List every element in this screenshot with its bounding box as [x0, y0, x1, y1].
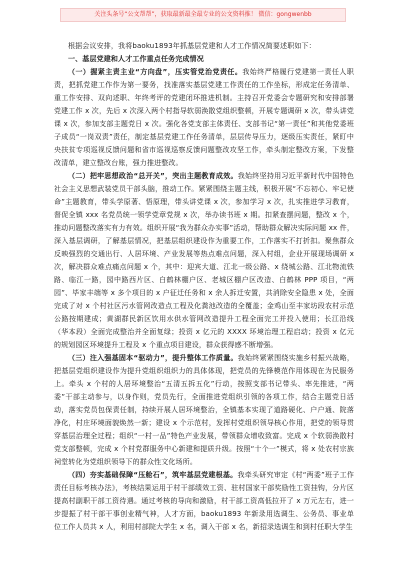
paragraph-3-body: 我始终紧紧围绕实施乡村振兴战略，把基层党组织建设作为提升党组织组织力的具体体现，把党员的先锋模范作用体现在为民服务上。牵头 x 个村的人居环境整治“五清五拆五化”行动，按照支部书记带头、率先推进，“两委”干部主动参与，以身作则，党员先行，全面推进党组织引领的各项工作，结合主题党日活动，落实党员包保责任制，持续开展人居环境整治，全镇基本实现了道路硬化、户户通、院落净化，村庄环境面貌焕然一新；建设 x 个示范村，发挥村党组织领导核心作用，把党的领导贯穿基层治理全过程；组织“一村一品”特色产业发展，带领群众增收致富。完成 x 个软弱涣散村党支部整顿，完成 x 个村党群服务中心新建和提质升级。按照“十个一”模式，将 x 处农村宗族祠堂转化为党组织领导下的群众性文化场所。 [54, 354, 354, 466]
paragraph-1-body: 我始终严格履行党建第一责任人职责，把抓党建工作作为第一要务，找准落实基层党建工作责任的工作坐标，形成定任务清单、重工作安排、双向述职、年终考评的党建闭环推进机制。主持召开党委会专题研究和安排部署党建工作 x 次，先后 x 次深入两个村指导软弱涣散党组织整顿，开展专题调研 x 次，带头讲党课 x 次，参加支部主题党日 x 次。强化各党支部主体责任、支部书记“第一责任”和其他党委班子成员“一岗双责”责任，制定基层党建工作任务清单，层层传导压力，逐级压实责任，紧盯中央扶贫专项巡视反馈问题和省市巡视巡察反馈问题整改攻坚工作，牵头制定整改方案，下发整改清单，建立整改台账，强力推进整改。 [54, 68, 354, 167]
paragraph-3-heading: （三）注入强基固本“驱动力”，提升整体工作质量。 [68, 354, 238, 362]
paragraph-2 [54, 170, 354, 352]
intro-paragraph: 根据会议安排，我将baoku1893年抓基层党建和人才工作情况简要述职如下： [68, 42, 316, 50]
paragraph-2-heading: （二）把牢思想政治“总开关”，突出主题教育成效。 [68, 172, 238, 180]
paragraph-1-heading: （一）握紧主责主业“方向盘”，压实管党治党责任。 [68, 68, 243, 76]
section-heading: 一、基层党建和人才工作重点任务完成情况 [68, 55, 204, 63]
paragraph-2-body: 我始终坚持用习近平新时代中国特色社会主义思想武装党员干部头脑，推动工作。紧紧围绕主题主线，积极开展“不忘初心、牢记使命”主题教育，带头学原著、悟原理，带头讲党课 x 次，参加学习 x 次，扎实推进学习教育，督促全镇 xxx 名党员统一领学党章党规 x 次，举办读书班 x 期。扣紧查摆问题，整改 x 个，推动问题整改落实有力有效。组织开展“我为群众办实事”活动，帮助群众解决实际问题 xx 件，深入基层调研，了解基层情况，把基层组织建设作为重要工作，工作落实不打折扣。聚焦群众反映强烈的交通出行、人居环境、产业发展等热点难点问题，深入村组，企业开展现场调研 x 次，解决群众难点痛点问题 x 个，其中：迎宾大道、江北一级公路、x 绕城公路、江北物流铁路、临江一路，园中路西片区、白鹤林棚户区、老城区棚户区改造、白鹤林 PPP 项目，“两园”、毕家丰端等 x 多个项目的 x 户征迁任务和 x 余人拆迁安置，共消除安全隐患 x 处，全面完成了对 x 个村社区污水管网改造点工程及化粪池改造的全覆盖；金鸡山至丰家坊段农村示范公路按期建成；黄湖群民新区饮用水供水管网改造提升工程全面完工并投入使用；长江沿线（华本段）全面完成整治并全面复绿；投资 x 亿元的 XXXX 环境治理工程启动；投资 x 亿元的规划园区环境提升工程及 x 个重点项目建设，群众获得感不断增强。 [54, 172, 354, 349]
paragraph-1 [54, 66, 354, 170]
paragraph-4-heading: （四）夯实基础保障“压舱石”，筑牢基层党建根基。 [68, 471, 238, 479]
paragraph-3 [54, 352, 354, 469]
paragraph-4-body: 我牵头研究审定《村“两委”班子工作责任目标考核办法》，考核结果运用于村干部绩效工资、驻村国家干部奖励性工资挂钩，分片区提高村副职干部工资待遇。通过考核的导向和激励，村干部工资高低拉开了 x 万元左右，进一步提振了村干部干事创业精气神，人才方面，baoku1893 年新录用选调生、公务员、事业单位工作人员共 x 人，利用村部院大学生 x 名，调入干部 x 名，新招录选调生和到村任职大学生 [54, 471, 354, 531]
paragraph-4 [54, 469, 354, 534]
document-body [54, 40, 354, 534]
promo-banner[interactable]: 关注头条号“公文帮帮”，获取最新最全最专业的公文资料推！ 微信：gongwenbb [60, 8, 346, 22]
